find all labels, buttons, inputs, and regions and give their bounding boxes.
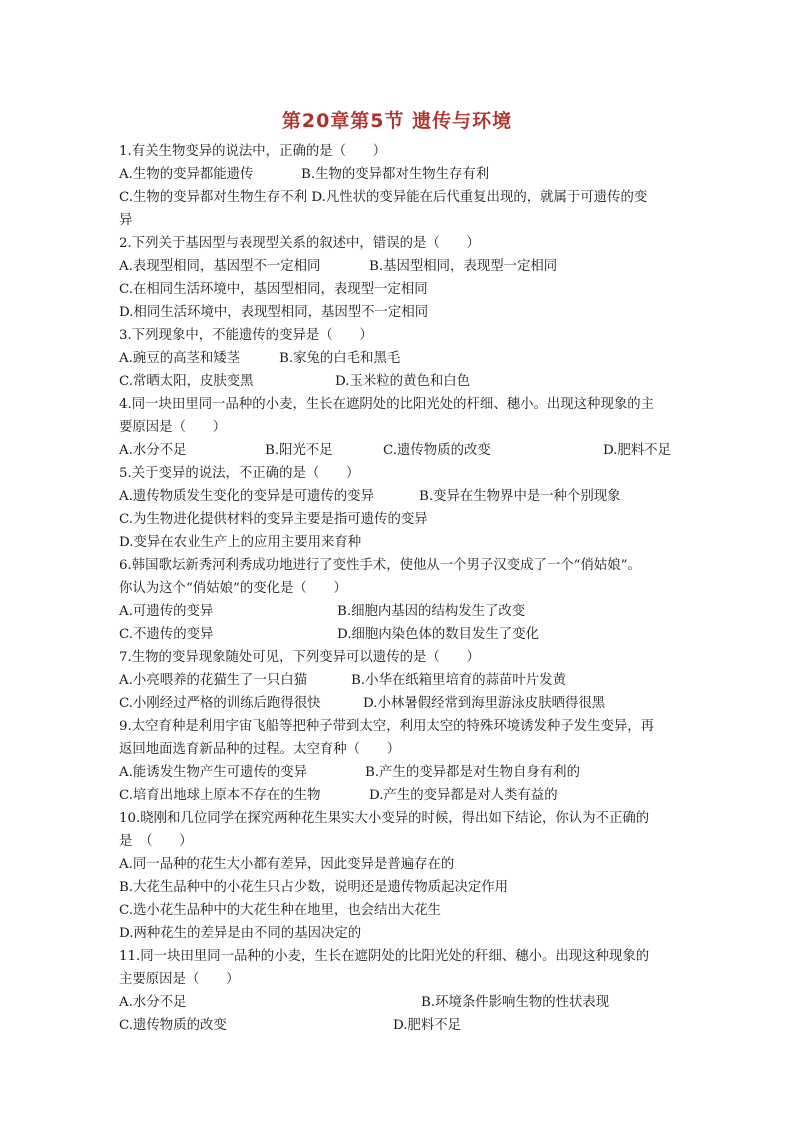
q7-option-a: A.小亮喂养的花猫生了一只白猫 [119, 673, 308, 688]
q5-option-c: C.为生物进化提供材料的变异主要是指可遗传的变异 [119, 512, 428, 527]
q10-option-c: C.选小花生品种中的大花生种在地里，也会结出大花生 [119, 903, 442, 918]
q4-options [119, 439, 679, 462]
q3-options-ab [119, 347, 679, 370]
q4-stem-cont: 要原因是（ ） [119, 420, 227, 435]
q9-option-a: A.能诱发生物产生可遗传的变异 [119, 765, 308, 780]
q7-stem: 7.生物的变异现象随处可见，下列变异可以遗传的是（ ） [119, 650, 480, 665]
q9-options-ab [119, 761, 679, 784]
q11-options-cd [119, 1014, 679, 1037]
q2-option-a: A.表现型相同，基因型不一定相同 [119, 259, 321, 274]
q5-options-ab [119, 485, 679, 508]
q7-option-c: C.小刚经过严格的训练后跑得很快 [119, 696, 321, 711]
q10-stem-cont: 是 （ ） [119, 834, 193, 849]
q11-option-a: A.水分不足 [119, 995, 187, 1010]
q3-option-b: B.家兔的白毛和黑毛 [279, 351, 401, 366]
q5-option-b: B.变异在生物界中是一种个别现象 [419, 489, 621, 504]
q9-stem: 9.太空育种是利用宇宙飞船等把种子带到太空，利用太空的特殊环境诱发种子发生变异，再 [119, 719, 655, 734]
q3-options-cd [119, 370, 679, 393]
q7-option-b: B.小华在纸箱里培育的蒜苗叶片发黄 [351, 673, 566, 688]
q11-stem-cont: 主要原因是（ ） [119, 972, 240, 987]
q6-options-cd [119, 623, 679, 646]
q10-option-d: D.两种花生的差异是由不同的基因决定的 [119, 926, 362, 941]
q9-option-b: B.产生的变异都是对生物自身有利的 [365, 765, 580, 780]
q1-option-b: B.生物的变异都对生物生存有利 [301, 167, 490, 182]
q5-stem: 5.关于变异的说法，不正确的是（ ） [119, 466, 360, 481]
q10-stem: 10.晓刚和几位同学在探究两种花生果实大小变异的时候，得出如下结论，你认为不正确的 [119, 811, 650, 826]
q11-option-d: D.肥料不足 [393, 1018, 462, 1033]
q9-option-d: D.产生的变异都是对人类有益的 [369, 788, 558, 803]
q6-option-d: D.细胞内染色体的数目发生了变化 [337, 627, 539, 642]
q4-option-b: B.阳光不足 [265, 443, 333, 458]
q1-stem: 1.有关生物变异的说法中，正确的是（ ） [119, 144, 387, 159]
q4-option-c: C.遗传物质的改变 [383, 443, 491, 458]
q9-stem-cont: 返回地面选育新品种的过程。太空育种（ ） [119, 742, 401, 757]
q6-stem-cont: 你认为这个“俏姑娘”的变化是（ ） [119, 581, 347, 596]
q4-option-d: D.肥料不足 [603, 443, 672, 458]
q2-stem: 2.下列关于基因型与表现型关系的叙述中，错误的是（ ） [119, 236, 480, 251]
q5-option-a: A.遗传物质发生变化的变异是可遗传的变异 [119, 489, 374, 504]
q3-option-c: C.常晒太阳，皮肤变黑 [119, 374, 254, 389]
q11-options-ab [119, 991, 679, 1014]
q7-option-d: D.小林暑假经常到海里游泳皮肤晒得很黑 [363, 696, 606, 711]
q5-option-d: D.变异在农业生产上的应用主要用来育种 [119, 535, 362, 550]
q6-option-b: B.细胞内基因的结构发生了改变 [337, 604, 526, 619]
q9-option-c: C.培育出地球上原本不存在的生物 [119, 788, 321, 803]
q3-option-a: A.豌豆的高茎和矮茎 [119, 351, 241, 366]
question-list [119, 140, 679, 1037]
q1-option-cd-cont: 异 [119, 213, 133, 228]
q11-option-b: B.环境条件影响生物的性状表现 [421, 995, 610, 1010]
q2-option-b: B.基因型相同，表现型一定相同 [369, 259, 558, 274]
q10-option-b: B.大花生品种中的小花生只占少数，说明还是遗传物质起决定作用 [119, 880, 509, 895]
q2-option-d: D.相同生活环境中，表现型相同，基因型不一定相同 [119, 305, 429, 320]
q6-option-a: A.可遗传的变异 [119, 604, 214, 619]
q6-option-c: C.不遗传的变异 [119, 627, 214, 642]
q1-option-cd: C.生物的变异都对生物生存不利 D.凡性状的变异能在后代重复出现的，就属于可遗传的变 [119, 190, 648, 205]
q1-option-a: A.生物的变异都能遗传 [119, 167, 254, 182]
q11-stem: 11.同一块田里同一品种的小麦，生长在遮阴处的比阳光处的秆细、穗小。出现这种现象的 [119, 949, 650, 964]
page-title: 第20章第5节 遗传与环境 [281, 110, 513, 132]
q1-options-ab [119, 163, 679, 186]
q7-options-cd [119, 692, 679, 715]
q3-option-d: D.玉米粒的黄色和白色 [335, 374, 471, 389]
q3-stem: 3.下列现象中，不能遗传的变异是（ ） [119, 328, 373, 343]
q10-option-a: A.同一品种的花生大小都有差异，因此变异是普遍存在的 [119, 857, 455, 872]
q7-options-ab [119, 669, 679, 692]
q11-option-c: C.遗传物质的改变 [119, 1018, 227, 1033]
q4-option-a: A.水分不足 [119, 443, 187, 458]
q6-options-ab [119, 600, 679, 623]
q2-options-ab [119, 255, 679, 278]
q9-options-cd [119, 784, 679, 807]
q6-stem: 6.韩国歌坛新秀河利秀成功地进行了变性手术，使他从一个男子汉变成了一个“俏姑娘”。 [119, 558, 641, 573]
q2-option-c: C.在相同生活环境中，基因型相同，表现型一定相同 [119, 282, 428, 297]
q4-stem: 4.同一块田里同一品种的小麦，生长在遮阴处的比阳光处的杆细、穗小。出现这种现象的主 [119, 397, 655, 412]
